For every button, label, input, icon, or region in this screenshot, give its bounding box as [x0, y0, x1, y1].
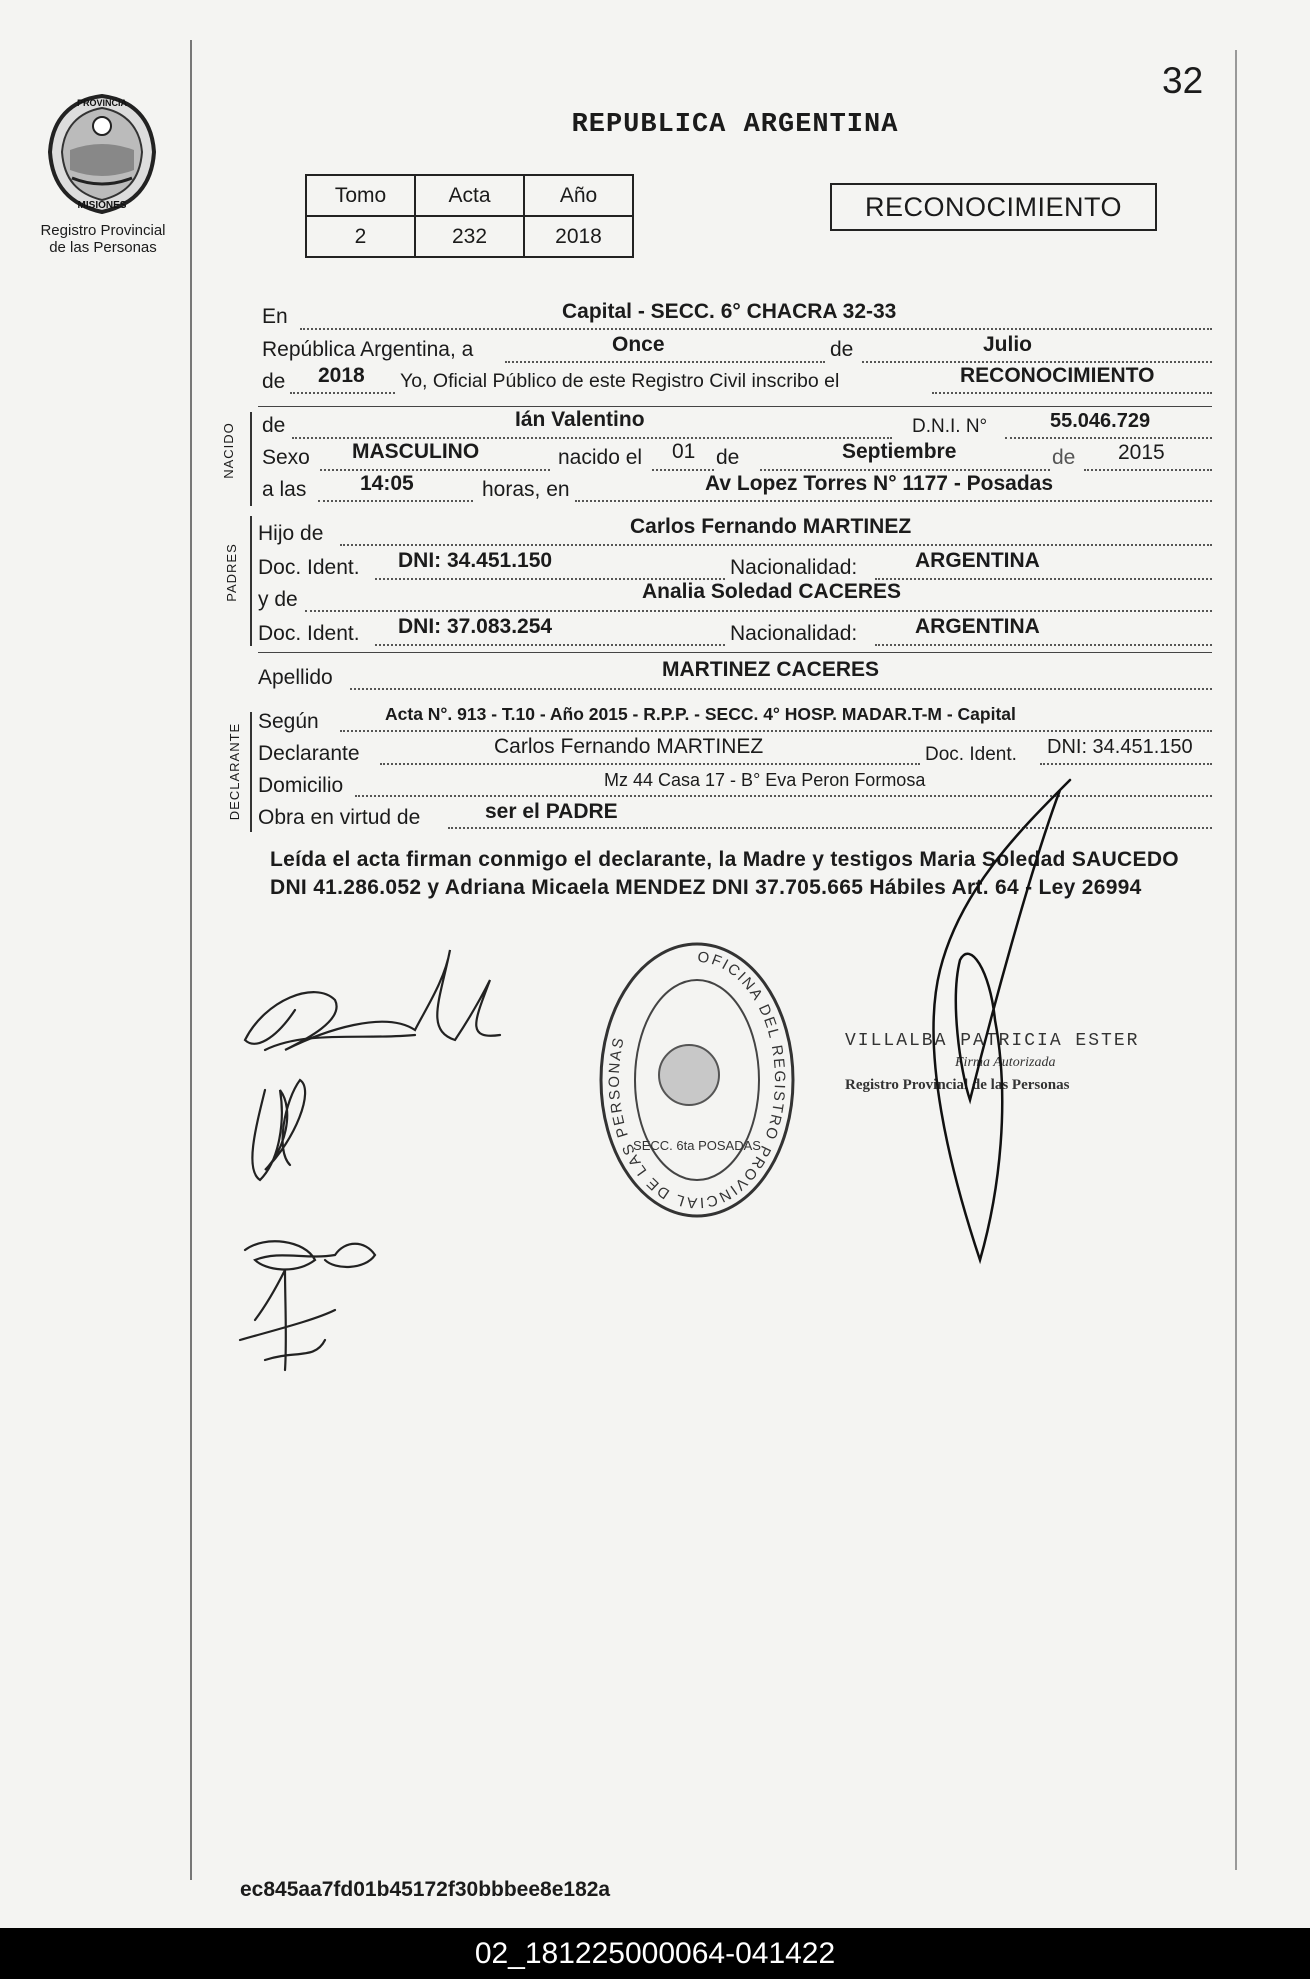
- signatures-group: [225, 940, 525, 1385]
- dotline: [340, 730, 1212, 732]
- de-label: de: [830, 338, 854, 361]
- dotline: [318, 500, 473, 502]
- en-label: En: [262, 305, 288, 328]
- dotline: [290, 392, 395, 394]
- document-title: REPUBLICA ARGENTINA: [571, 110, 899, 140]
- right-margin-line: [1235, 50, 1237, 1870]
- dotline: [375, 644, 725, 646]
- side-label-padres: PADRES: [223, 543, 239, 602]
- dotline: [340, 544, 1212, 546]
- segun-value: Acta N°. 913 - T.10 - Año 2015 - R.P.P. - SECC. 4° HOSP. MADAR.T-M - Capital: [385, 704, 1016, 724]
- left-margin-line: [190, 40, 192, 1880]
- hijo-label: Hijo de: [258, 522, 324, 545]
- birth-year-value: 2015: [1118, 441, 1165, 464]
- dotline: [300, 328, 1212, 330]
- value-tomo: 2: [306, 216, 415, 257]
- section-divider: [258, 652, 1212, 653]
- dotline: [350, 688, 1212, 690]
- seal-text-top: PROVINCIA: [76, 98, 128, 108]
- dotline: [575, 500, 1212, 502]
- nacionalidad-label: Nacionalidad:: [730, 556, 858, 579]
- obra-label: Obra en virtud de: [258, 806, 421, 829]
- dotline: [448, 827, 648, 829]
- dotline: [760, 469, 1050, 471]
- sex-value: MASCULINO: [352, 440, 480, 463]
- apellido-label: Apellido: [258, 666, 333, 689]
- year-value: 2018: [318, 364, 365, 387]
- declarante-label: Declarante: [258, 742, 360, 765]
- act-kind-value: RECONOCIMIENTO: [960, 364, 1155, 387]
- surname-value: MARTINEZ CACERES: [662, 658, 880, 681]
- sexo-label: Sexo: [262, 446, 310, 469]
- dotline: [320, 469, 550, 471]
- dotline: [1005, 437, 1212, 439]
- horas-label: horas, en: [482, 478, 570, 501]
- dotline: [380, 763, 920, 765]
- closing-paragraph: Leída el acta firman conmigo el declarante, la Madre y testigos Maria Soledad SAUCEDO DNI 41.286.052 y Adriana Micaela MENDEZ DNI 37.705.665 Hábiles Art. 64 - Ley 26994: [270, 848, 1179, 899]
- footer-id: 02_181225000064-041422: [0, 1928, 1310, 1979]
- seal-label: [28, 222, 178, 256]
- doc-label: Doc. Ident.: [925, 744, 1017, 765]
- de-label: de: [1052, 446, 1076, 469]
- father-nat-value: ARGENTINA: [915, 549, 1040, 572]
- dni-label: D.N.I. N°: [912, 416, 988, 437]
- nacido-label: nacido el: [558, 446, 643, 469]
- section-bar-nacido: [250, 412, 252, 506]
- seal-label-line2: de las Personas: [49, 239, 157, 256]
- header-anio: Año: [524, 175, 633, 216]
- doc-label: Doc. Ident.: [258, 622, 360, 645]
- dotline: [1040, 763, 1212, 765]
- birth-day-value: 01: [672, 440, 696, 463]
- birth-place-value: Av Lopez Torres N° 1177 - Posadas: [705, 472, 1054, 495]
- official-office: Registro Provincial de las Personas: [845, 1077, 1070, 1093]
- name-value: Ián Valentino: [515, 408, 645, 431]
- place-value: Capital - SECC. 6° CHACRA 32-33: [562, 300, 897, 323]
- declarant-value: Carlos Fernando MARTINEZ: [494, 735, 764, 758]
- act-type-box: RECONOCIMIENTO: [830, 183, 1157, 231]
- address-value: Mz 44 Casa 17 - B° Eva Peron Formosa: [604, 770, 926, 790]
- yde-label: y de: [258, 588, 298, 611]
- official-signature: [900, 770, 1100, 1275]
- dotline: [1084, 469, 1212, 471]
- birth-month-value: Septiembre: [842, 440, 957, 463]
- section-bar-padres: [250, 516, 252, 646]
- birth-time-value: 14:05: [360, 472, 414, 495]
- de-label: de: [262, 370, 286, 393]
- value-acta: 232: [415, 216, 524, 257]
- value-anio: 2018: [524, 216, 633, 257]
- dotline: [875, 644, 1212, 646]
- segun-label: Según: [258, 710, 319, 733]
- obra-value: ser el PADRE: [485, 800, 618, 823]
- header-tomo: Tomo: [306, 175, 415, 216]
- section-bar-declarante: [250, 712, 252, 832]
- father-value: Carlos Fernando MARTINEZ: [630, 515, 912, 538]
- registry-table: [305, 174, 634, 258]
- dotline: [875, 578, 1212, 580]
- official-stamp: [597, 940, 797, 1225]
- dotline: [862, 361, 1212, 363]
- dotline: [932, 392, 1212, 394]
- oficial-text: Yo, Oficial Público de este Registro Civil inscribo el: [400, 370, 840, 392]
- doc-label: Doc. Ident.: [258, 556, 360, 579]
- de-label: de: [262, 414, 286, 437]
- republica-label: República Argentina, a: [262, 338, 474, 361]
- declarant-doc-value: DNI: 34.451.150: [1047, 736, 1193, 758]
- stamp-ring-text: OFICINA DEL REGISTRO PROVINCIAL DE LAS PERSONAS: [605, 948, 789, 1212]
- day-value: Once: [612, 333, 665, 356]
- section-divider: [258, 406, 1212, 407]
- side-label-nacido: NACIDO: [220, 422, 236, 479]
- stamp-center-text: SECC. 6ta POSADAS: [633, 1138, 761, 1153]
- seal-label-line1: Registro Provincial: [40, 222, 166, 239]
- official-role: Firma Autorizada: [955, 1055, 1056, 1070]
- mother-value: Analia Soledad CACERES: [642, 580, 902, 603]
- document-hash: ec845aa7fd01b45172f30bbbee8e182a: [240, 1878, 611, 1901]
- dotline: [292, 437, 892, 439]
- de-label: de: [716, 446, 740, 469]
- seal-text-bottom: MISIONES: [77, 200, 127, 211]
- header-acta: Acta: [415, 175, 524, 216]
- provincial-seal: [40, 90, 165, 225]
- side-label-declarante: DECLARANTE: [227, 722, 243, 821]
- mother-doc-value: DNI: 37.083.254: [398, 615, 553, 638]
- dotline: [505, 361, 825, 363]
- nacionalidad-label: Nacionalidad:: [730, 622, 858, 645]
- page-number: 32: [1162, 60, 1204, 101]
- domicilio-label: Domicilio: [258, 774, 344, 797]
- dni-value: 55.046.729: [1050, 410, 1151, 432]
- month-value: Julio: [983, 333, 1033, 356]
- father-doc-value: DNI: 34.451.150: [398, 549, 553, 572]
- official-name: VILLALBA PATRICIA ESTER: [845, 1031, 1140, 1051]
- alas-label: a las: [262, 478, 307, 501]
- mother-nat-value: ARGENTINA: [915, 615, 1040, 638]
- dotline: [652, 469, 714, 471]
- dotline: [305, 610, 1212, 612]
